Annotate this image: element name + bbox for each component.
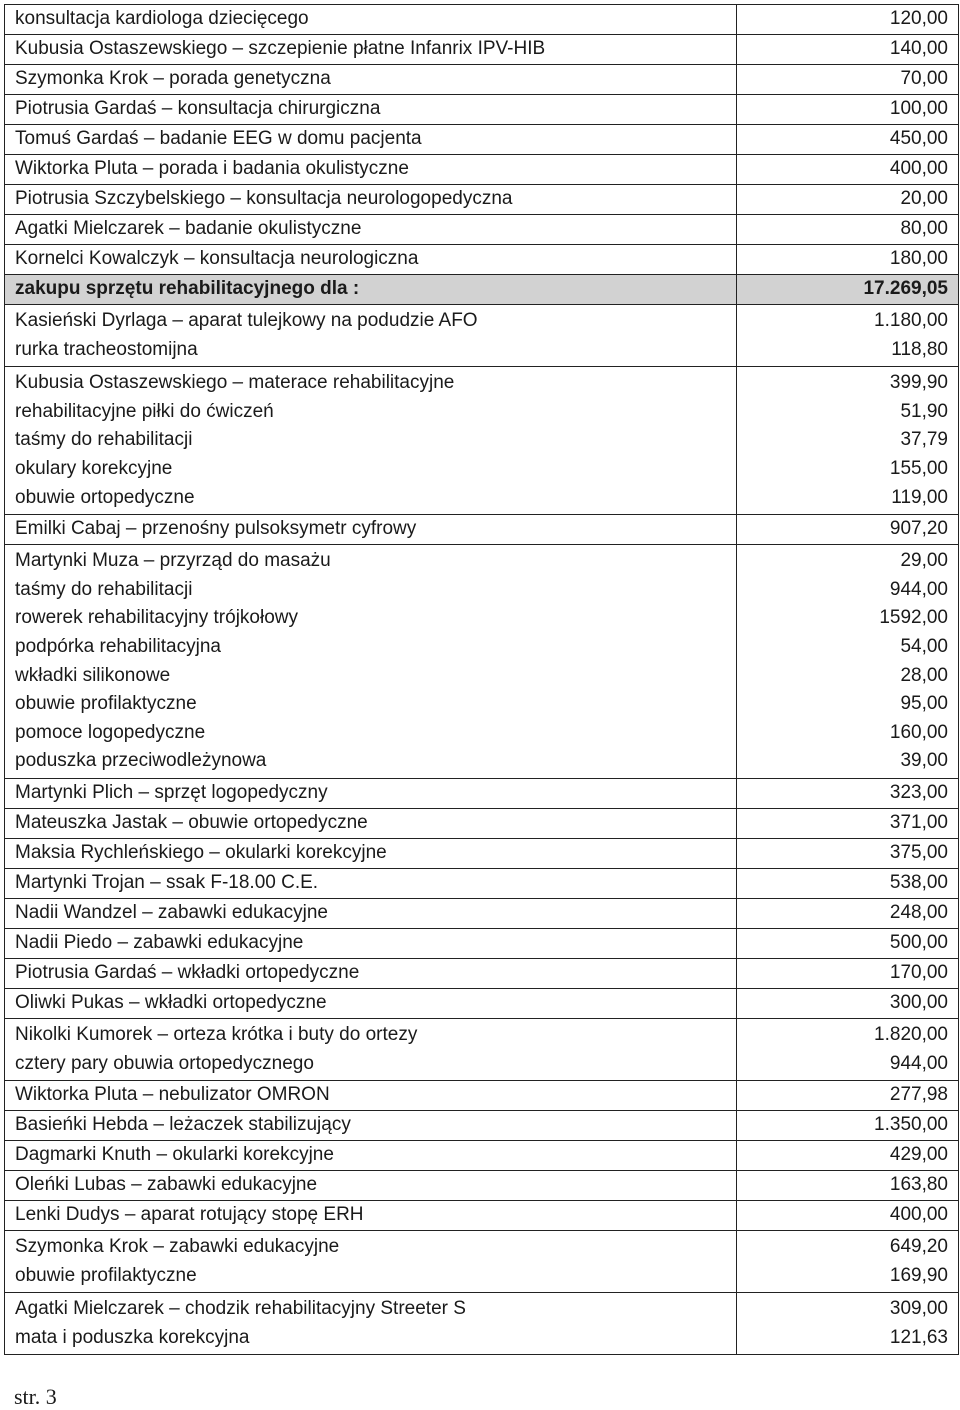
item-description: Wiktorka Pluta – nebulizator OMRON: [15, 1084, 330, 1106]
item-description: Nadii Wandzel – zabawki edukacyjne: [15, 901, 328, 923]
item-amount: 51,90: [900, 400, 948, 422]
item-description-cell: [5, 305, 737, 367]
item-amount-cell: [737, 367, 959, 515]
table-row: [5, 808, 959, 838]
item-description: pomoce logopedyczne: [15, 721, 206, 743]
item-amount: 17.269,05: [863, 278, 948, 299]
item-description-cell: [5, 1111, 737, 1141]
item-description: Oliwki Pukas – wkładki ortopedyczne: [15, 991, 327, 1013]
item-description: obuwie profilaktyczne: [15, 1264, 197, 1286]
item-amount: 95,00: [900, 693, 948, 715]
item-description: Agatki Mielczarek – badanie okulistyczne: [15, 218, 362, 239]
item-description-cell: [5, 778, 737, 808]
table-row: [5, 245, 959, 275]
table-row: [5, 1081, 959, 1111]
table-row: [5, 35, 959, 65]
item-description: Mateuszka Jastak – obuwie ortopedyczne: [15, 811, 368, 833]
table-row: [5, 125, 959, 155]
item-description: obuwie profilaktyczne: [15, 693, 197, 715]
table-row: [5, 215, 959, 245]
item-amount-cell: [737, 35, 959, 65]
item-amount: 29,00: [900, 550, 948, 572]
item-description-cell: [5, 367, 737, 515]
expense-table: [4, 4, 959, 1355]
table-row: [5, 1111, 959, 1141]
table-row: [5, 155, 959, 185]
item-description: Maksia Rychleńskiego – okularki korekcyjne: [15, 841, 387, 863]
item-amount: 277,98: [889, 1084, 948, 1106]
table-row: [5, 95, 959, 125]
item-amount: 180,00: [889, 248, 948, 269]
item-description-cell: [5, 275, 737, 305]
table-row: [5, 988, 959, 1018]
item-amount-cell: [737, 928, 959, 958]
item-amount: 399,90: [889, 372, 948, 394]
item-description-cell: [5, 245, 737, 275]
item-amount-cell: [737, 155, 959, 185]
page-number: str. 3: [14, 1384, 57, 1409]
item-amount-cell: [737, 1171, 959, 1201]
item-description: Szymonka Krok – porada genetyczna: [15, 68, 331, 89]
item-description: Kasieński Dyrlaga – aparat tulejkowy na podudzie AFO: [15, 310, 478, 331]
item-amount: 37,79: [900, 429, 948, 451]
item-description-cell: [5, 215, 737, 245]
item-description: Piotrusia Szczybelskiego – konsultacja neurologopedyczna: [15, 188, 513, 209]
item-description-cell: [5, 125, 737, 155]
item-amount: 20,00: [900, 188, 948, 209]
item-amount: 160,00: [889, 721, 948, 743]
item-amount: 39,00: [900, 750, 948, 772]
item-description-cell: [5, 1171, 737, 1201]
item-amount: 121,63: [889, 1326, 948, 1348]
table-row: [5, 838, 959, 868]
item-description: wkładki silikonowe: [15, 664, 171, 686]
table-row: [5, 5, 959, 35]
item-amount: 450,00: [889, 128, 948, 149]
item-amount: 100,00: [889, 98, 948, 119]
item-amount-cell: [737, 95, 959, 125]
item-description-cell: [5, 898, 737, 928]
item-description: mata i poduszka korekcyjna: [15, 1326, 250, 1348]
item-amount: 28,00: [900, 664, 948, 686]
item-description-cell: [5, 838, 737, 868]
table-row: [5, 515, 959, 545]
item-description: rurka tracheostomijna: [15, 338, 198, 360]
item-description-cell: [5, 515, 737, 545]
item-description-cell: [5, 928, 737, 958]
item-amount: 944,00: [889, 578, 948, 600]
item-description-cell: [5, 868, 737, 898]
item-description: Martynki Trojan – ssak F-18.00 C.E.: [15, 871, 319, 893]
table-row: [5, 898, 959, 928]
item-description: Agatki Mielczarek – chodzik rehabilitacyjny Streeter S: [15, 1298, 466, 1320]
table-row: [5, 367, 959, 515]
item-amount: 500,00: [889, 931, 948, 953]
item-description-cell: [5, 185, 737, 215]
item-description: podpórka rehabilitacyjna: [15, 635, 221, 657]
table-row: [5, 305, 959, 367]
item-description: Lenki Dudys – aparat rotujący stopę ERH: [15, 1204, 364, 1226]
item-amount: 248,00: [889, 901, 948, 923]
table-row: [5, 868, 959, 898]
item-amount: 371,00: [889, 811, 948, 833]
item-amount: 323,00: [889, 781, 948, 803]
table-row: [5, 1231, 959, 1293]
item-description: Kornelci Kowalczyk – konsultacja neurologiczna: [15, 248, 419, 269]
item-description: Piotrusia Gardaś – wkładki ortopedyczne: [15, 961, 360, 983]
item-amount-cell: [737, 1293, 959, 1355]
item-amount-cell: [737, 808, 959, 838]
item-amount-cell: [737, 215, 959, 245]
item-amount-cell: [737, 125, 959, 155]
item-description: Nadii Piedo – zabawki edukacyjne: [15, 931, 304, 953]
item-description: Kubusia Ostaszewskiego – szczepienie płatne Infanrix IPV-HIB: [15, 38, 546, 59]
item-description-cell: [5, 1018, 737, 1080]
item-description: zakupu sprzętu rehabilitacyjnego dla :: [15, 278, 360, 299]
item-description: Wiktorka Pluta – porada i badania okulistyczne: [15, 158, 409, 179]
item-amount: 80,00: [900, 218, 948, 239]
item-amount: 1.820,00: [874, 1023, 948, 1045]
item-amount-cell: [737, 1018, 959, 1080]
item-amount-cell: [737, 958, 959, 988]
item-amount-cell: [737, 245, 959, 275]
table-row: [5, 1171, 959, 1201]
item-amount-cell: [737, 545, 959, 779]
item-amount: 70,00: [900, 68, 948, 89]
item-description: Martynki Plich – sprzęt logopedyczny: [15, 781, 328, 803]
item-description-cell: [5, 5, 737, 35]
item-amount: 375,00: [889, 841, 948, 863]
item-amount-cell: [737, 1201, 959, 1231]
item-amount-cell: [737, 988, 959, 1018]
item-description: rehabilitacyjne piłki do ćwiczeń: [15, 400, 274, 422]
item-amount-cell: [737, 778, 959, 808]
item-amount: 300,00: [889, 991, 948, 1013]
item-amount-cell: [737, 515, 959, 545]
item-description-cell: [5, 65, 737, 95]
item-amount-cell: [737, 275, 959, 305]
item-amount: 169,90: [889, 1264, 948, 1286]
item-description-cell: [5, 155, 737, 185]
item-description: Kubusia Ostaszewskiego – materace rehabilitacyjne: [15, 372, 455, 394]
item-amount: 54,00: [900, 635, 948, 657]
item-description: Szymonka Krok – zabawki edukacyjne: [15, 1236, 340, 1258]
item-description: Nikolki Kumorek – orteza krótka i buty do ortezy: [15, 1023, 418, 1045]
item-amount: 1.180,00: [874, 310, 948, 331]
item-amount: 429,00: [889, 1144, 948, 1166]
table-row: [5, 545, 959, 779]
item-amount: 118,80: [891, 338, 948, 360]
item-amount-cell: [737, 898, 959, 928]
item-amount: 170,00: [889, 961, 948, 983]
item-description: konsultacja kardiologa dziecięcego: [15, 8, 309, 29]
item-description: poduszka przeciwodleżynowa: [15, 750, 267, 772]
table-row: [5, 185, 959, 215]
item-amount-cell: [737, 305, 959, 367]
item-amount: 140,00: [889, 38, 948, 59]
item-description-cell: [5, 1201, 737, 1231]
item-description-cell: [5, 95, 737, 125]
item-amount: 538,00: [889, 871, 948, 893]
item-description-cell: [5, 958, 737, 988]
item-amount-cell: [737, 185, 959, 215]
item-amount: 1592,00: [879, 607, 948, 629]
item-description: rowerek rehabilitacyjny trójkołowy: [15, 607, 298, 629]
item-amount: 907,20: [889, 518, 948, 540]
item-amount: 944,00: [889, 1052, 948, 1074]
item-description-cell: [5, 988, 737, 1018]
item-description-cell: [5, 1231, 737, 1293]
item-description: taśmy do rehabilitacji: [15, 578, 193, 600]
item-amount: 400,00: [889, 1204, 948, 1226]
table-row: [5, 928, 959, 958]
item-amount: 119,00: [891, 486, 948, 508]
item-amount-cell: [737, 5, 959, 35]
table-row: [5, 778, 959, 808]
item-amount: 309,00: [889, 1298, 948, 1320]
item-description: Piotrusia Gardaś – konsultacja chirurgiczna: [15, 98, 381, 119]
item-amount: 163,80: [889, 1174, 948, 1196]
item-description: Martynki Muza – przyrząd do masażu: [15, 550, 331, 572]
item-amount: 155,00: [889, 457, 948, 479]
item-description-cell: [5, 545, 737, 779]
item-amount-cell: [737, 65, 959, 95]
item-description: Oleńki Lubas – zabawki edukacyjne: [15, 1174, 318, 1196]
item-description-cell: [5, 1081, 737, 1111]
item-description: obuwie ortopedyczne: [15, 486, 195, 508]
expense-table-body: [5, 5, 959, 1355]
item-description: okulary korekcyjne: [15, 457, 173, 479]
item-description: Dagmarki Knuth – okularki korekcyjne: [15, 1144, 334, 1166]
item-amount-cell: [737, 1141, 959, 1171]
item-amount: 1.350,00: [874, 1114, 948, 1136]
section-header-row: [5, 275, 959, 305]
item-description: cztery pary obuwia ortopedycznego: [15, 1052, 314, 1074]
item-amount: 400,00: [889, 158, 948, 179]
table-row: [5, 65, 959, 95]
item-description: Tomuś Gardaś – badanie EEG w domu pacjenta: [15, 128, 422, 149]
item-description: taśmy do rehabilitacji: [15, 429, 193, 451]
item-amount: 120,00: [889, 8, 948, 29]
item-description-cell: [5, 1293, 737, 1355]
table-row: [5, 1201, 959, 1231]
item-description: Emilki Cabaj – przenośny pulsoksymetr cyfrowy: [15, 518, 417, 540]
item-description: Basieńki Hebda – leżaczek stabilizujący: [15, 1114, 351, 1136]
table-row: [5, 1018, 959, 1080]
table-row: [5, 1141, 959, 1171]
item-amount-cell: [737, 1231, 959, 1293]
item-amount-cell: [737, 1081, 959, 1111]
item-amount: 649,20: [889, 1236, 948, 1258]
item-description-cell: [5, 1141, 737, 1171]
item-amount-cell: [737, 868, 959, 898]
item-description-cell: [5, 808, 737, 838]
table-row: [5, 1293, 959, 1355]
item-amount-cell: [737, 838, 959, 868]
table-row: [5, 958, 959, 988]
item-amount-cell: [737, 1111, 959, 1141]
item-description-cell: [5, 35, 737, 65]
